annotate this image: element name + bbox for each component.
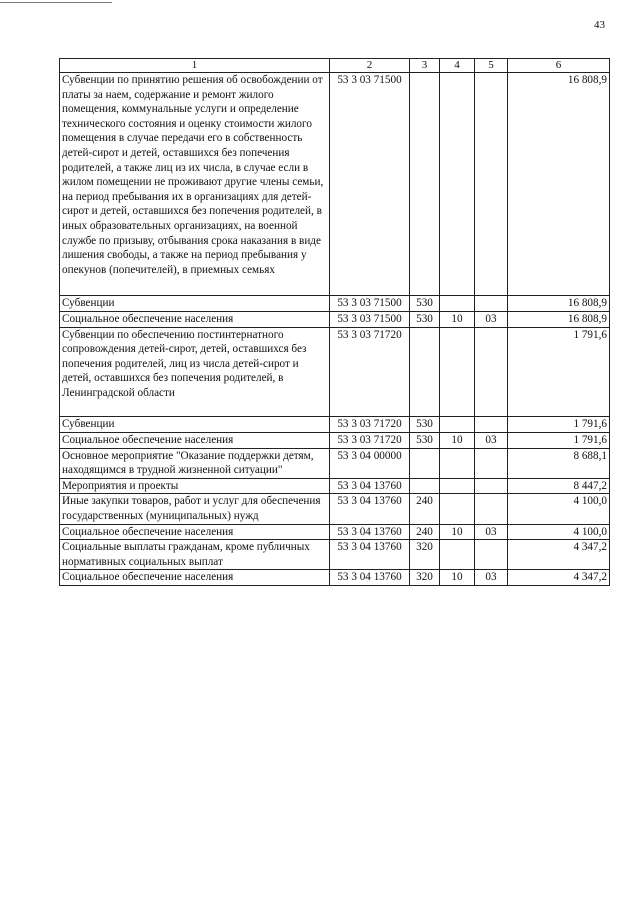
row-code-cell: 53 3 03 71500 bbox=[330, 311, 410, 327]
row-col4-cell bbox=[440, 417, 475, 433]
row-code-cell: 53 3 04 00000 bbox=[330, 448, 410, 478]
row-code-cell: 53 3 03 71720 bbox=[330, 433, 410, 449]
row-code-cell: 53 3 03 71720 bbox=[330, 327, 410, 417]
row-amount-cell: 4 100,0 bbox=[508, 524, 610, 540]
page-number: 43 bbox=[594, 19, 605, 31]
row-code-cell: 53 3 04 13760 bbox=[330, 494, 410, 524]
row-col3-cell bbox=[410, 478, 440, 494]
row-col3-cell: 530 bbox=[410, 417, 440, 433]
row-amount-cell: 4 347,2 bbox=[508, 540, 610, 570]
row-col3-cell: 240 bbox=[410, 524, 440, 540]
table-row bbox=[60, 311, 610, 327]
row-name-cell: Субвенции bbox=[60, 296, 330, 312]
header-cell: 4 bbox=[440, 59, 475, 73]
table-row bbox=[60, 296, 610, 312]
row-col5-cell bbox=[475, 296, 508, 312]
row-col4-cell bbox=[440, 478, 475, 494]
row-col3-cell: 240 bbox=[410, 494, 440, 524]
row-amount-cell: 8 688,1 bbox=[508, 448, 610, 478]
row-name-cell: Социальное обеспечение населения bbox=[60, 433, 330, 449]
row-code-cell: 53 3 03 71500 bbox=[330, 73, 410, 296]
row-amount-cell: 8 447,2 bbox=[508, 478, 610, 494]
row-col5-cell: 03 bbox=[475, 524, 508, 540]
row-col3-cell: 530 bbox=[410, 296, 440, 312]
row-code-cell: 53 3 04 13760 bbox=[330, 570, 410, 586]
row-col5-cell bbox=[475, 478, 508, 494]
row-code-cell: 53 3 03 71500 bbox=[330, 296, 410, 312]
header-cell: 1 bbox=[60, 59, 330, 73]
table-row bbox=[60, 540, 610, 570]
row-code-cell: 53 3 03 71720 bbox=[330, 417, 410, 433]
header-row bbox=[60, 59, 610, 73]
row-name-cell: Субвенции по принятию решения об освобождении от платы за наем, содержание и ремонт жилого помещения, коммунальные услуги и определение технического состояния и оценку стоимости жилого помещения в случае передачи его в собственность детей-сирот и детей, оставшихся без попечения родителей, а также лиц из их числа, в случае если в жилом помещении не проживают другие члены семьи, на период пребывания их в организациях для детей-сирот и детей, оставшихся без попечения родителей, в иных образовательных организациях, на военной службе по призыву, отбывания срока наказания в виде лишения свободы, а также на период пребывания у опекунов (попечителей), в приемных семьях bbox=[60, 73, 330, 296]
row-col4-cell bbox=[440, 540, 475, 570]
row-name-cell: Социальное обеспечение населения bbox=[60, 570, 330, 586]
row-amount-cell: 4 100,0 bbox=[508, 494, 610, 524]
header-cell: 6 bbox=[508, 59, 610, 73]
row-amount-cell: 16 808,9 bbox=[508, 296, 610, 312]
row-col5-cell bbox=[475, 73, 508, 296]
table-row bbox=[60, 524, 610, 540]
row-col4-cell: 10 bbox=[440, 570, 475, 586]
row-col4-cell bbox=[440, 73, 475, 296]
row-name-cell: Основное мероприятие "Оказание поддержки детям, находящимся в трудной жизненной ситуации" bbox=[60, 448, 330, 478]
row-amount-cell: 16 808,9 bbox=[508, 73, 610, 296]
table-row bbox=[60, 417, 610, 433]
row-amount-cell: 1 791,6 bbox=[508, 433, 610, 449]
row-col5-cell bbox=[475, 327, 508, 417]
row-amount-cell: 16 808,9 bbox=[508, 311, 610, 327]
row-col3-cell bbox=[410, 73, 440, 296]
row-col5-cell bbox=[475, 448, 508, 478]
row-col5-cell: 03 bbox=[475, 311, 508, 327]
row-name-cell: Иные закупки товаров, работ и услуг для обеспечения государственных (муниципальных) нужд bbox=[60, 494, 330, 524]
table-row bbox=[60, 570, 610, 586]
table-row bbox=[60, 73, 610, 296]
row-amount-cell: 1 791,6 bbox=[508, 327, 610, 417]
row-col3-cell: 530 bbox=[410, 311, 440, 327]
row-col5-cell: 03 bbox=[475, 433, 508, 449]
row-name-cell: Социальное обеспечение населения bbox=[60, 524, 330, 540]
row-amount-cell: 4 347,2 bbox=[508, 570, 610, 586]
row-col3-cell bbox=[410, 327, 440, 417]
table-row bbox=[60, 433, 610, 449]
table-row bbox=[60, 478, 610, 494]
row-col4-cell bbox=[440, 327, 475, 417]
row-col3-cell bbox=[410, 448, 440, 478]
table-row bbox=[60, 327, 610, 417]
row-col5-cell: 03 bbox=[475, 570, 508, 586]
row-name-cell: Мероприятия и проекты bbox=[60, 478, 330, 494]
header-cell: 5 bbox=[475, 59, 508, 73]
row-code-cell: 53 3 04 13760 bbox=[330, 540, 410, 570]
row-col5-cell bbox=[475, 417, 508, 433]
row-col3-cell: 320 bbox=[410, 540, 440, 570]
row-col4-cell: 10 bbox=[440, 311, 475, 327]
row-col5-cell bbox=[475, 540, 508, 570]
row-col5-cell bbox=[475, 494, 508, 524]
row-col4-cell bbox=[440, 448, 475, 478]
row-code-cell: 53 3 04 13760 bbox=[330, 478, 410, 494]
row-col3-cell: 320 bbox=[410, 570, 440, 586]
row-name-cell: Субвенции bbox=[60, 417, 330, 433]
row-col4-cell: 10 bbox=[440, 524, 475, 540]
row-name-cell: Субвенции по обеспечению постинтернатного сопровождения детей-сирот, детей, оставшихся без попечения родителей, лиц из числа детей-сирот и детей, оставшихся без попечения родителей, в Ленинградской области bbox=[60, 327, 330, 417]
row-code-cell: 53 3 04 13760 bbox=[330, 524, 410, 540]
top-rule bbox=[0, 2, 112, 3]
row-amount-cell: 1 791,6 bbox=[508, 417, 610, 433]
row-name-cell: Социальные выплаты гражданам, кроме публичных нормативных социальных выплат bbox=[60, 540, 330, 570]
header-cell: 2 bbox=[330, 59, 410, 73]
budget-table bbox=[59, 58, 610, 586]
row-col4-cell bbox=[440, 494, 475, 524]
row-col4-cell: 10 bbox=[440, 433, 475, 449]
row-col4-cell bbox=[440, 296, 475, 312]
table-row bbox=[60, 448, 610, 478]
table-row bbox=[60, 494, 610, 524]
row-col3-cell: 530 bbox=[410, 433, 440, 449]
row-name-cell: Социальное обеспечение населения bbox=[60, 311, 330, 327]
header-cell: 3 bbox=[410, 59, 440, 73]
